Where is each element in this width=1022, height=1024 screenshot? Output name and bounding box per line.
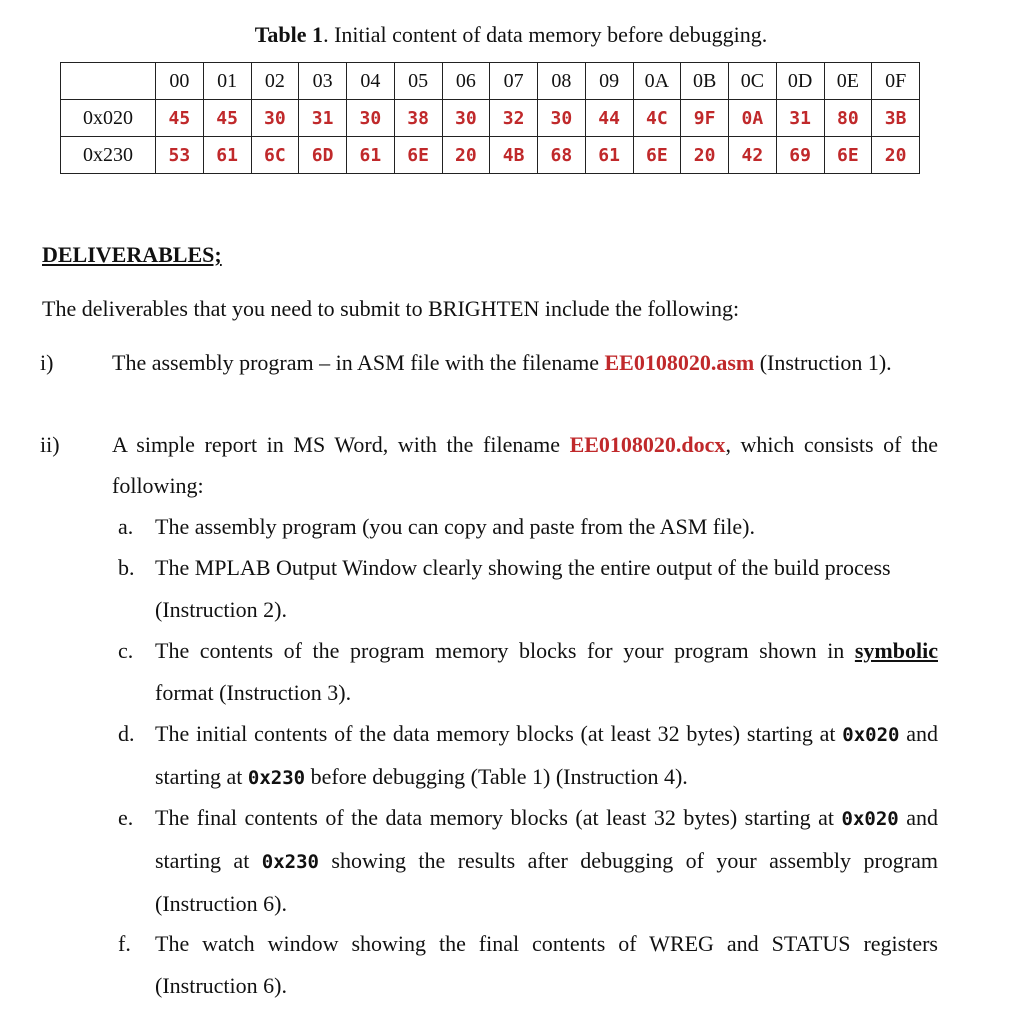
column-header: 09	[585, 63, 633, 100]
column-header: 0D	[776, 63, 824, 100]
table-row	[61, 100, 920, 137]
memory-cell: 61	[585, 137, 633, 174]
column-header: 05	[394, 63, 442, 100]
item-text	[112, 342, 938, 383]
memory-cell: 30	[442, 100, 490, 137]
subitem-text: The MPLAB Output Window clearly showing the entire output of the build process (Instruction 2).	[155, 555, 891, 622]
symbolic-emphasis: symbolic	[854, 638, 938, 663]
asm-filename: EE0108020.asm	[604, 350, 755, 375]
memory-cell: 30	[538, 100, 586, 137]
subitem-text-part: The final contents of the data memory blocks (at least 32 bytes) starting at	[155, 805, 842, 830]
item-text	[112, 424, 938, 506]
item-text-part: (Instruction 1).	[754, 350, 892, 375]
memory-cell: 20	[872, 137, 920, 174]
memory-table	[60, 62, 920, 174]
memory-cell: 4B	[490, 137, 538, 174]
column-header: 0A	[633, 63, 681, 100]
memory-cell: 20	[442, 137, 490, 174]
column-header: 03	[299, 63, 347, 100]
table-caption	[0, 22, 1022, 48]
item-text-part: A simple report in MS Word, with the filename	[112, 432, 570, 457]
deliverable-ii	[0, 424, 1022, 508]
subitem-letter: d.	[118, 721, 135, 746]
address-0x230: 0x230	[261, 851, 319, 873]
column-header: 01	[203, 63, 251, 100]
memory-cell: 9F	[681, 100, 729, 137]
memory-cell: 3B	[872, 100, 920, 137]
memory-cell: 4C	[633, 100, 681, 137]
caption-label: Table 1	[254, 22, 324, 47]
subitem-letter: e.	[118, 805, 134, 830]
subitem-text	[155, 630, 938, 714]
deliverables-intro: The deliverables that you need to submit to BRIGHTEN include the following:	[42, 296, 740, 321]
memory-cell: 30	[347, 100, 395, 137]
row-address: 0x020	[61, 100, 156, 137]
subitem-text-part: and starting at	[155, 721, 939, 789]
subitem-text: The watch window showing the final contents of WREG and STATUS registers (Instruction 6).	[155, 931, 938, 998]
memory-cell: 32	[490, 100, 538, 137]
memory-cell: 6E	[394, 137, 442, 174]
memory-cell: 6D	[299, 137, 347, 174]
memory-cell: 6C	[251, 137, 299, 174]
subitem-text-part: before debugging (Table 1) (Instruction 4).	[305, 764, 688, 789]
item-number: i)	[40, 350, 54, 375]
address-0x230: 0x230	[247, 767, 306, 789]
row-address: 0x230	[61, 137, 156, 174]
column-header: 0E	[824, 63, 872, 100]
subitem-text-part: and starting at	[155, 805, 938, 873]
table-row	[61, 137, 920, 174]
column-header: 02	[251, 63, 299, 100]
memory-cell: 6E	[824, 137, 872, 174]
address-0x020: 0x020	[842, 724, 900, 746]
subitem-letter: b.	[118, 555, 135, 580]
memory-cell: 61	[203, 137, 251, 174]
memory-cell: 31	[776, 100, 824, 137]
subitem-text-part: The contents of the program memory blocks for your program shown in	[155, 638, 855, 663]
column-header: 0F	[872, 63, 920, 100]
subitem-letter: a.	[118, 514, 134, 539]
column-header: 04	[347, 63, 395, 100]
memory-cell: 53	[156, 137, 204, 174]
memory-cell: 31	[299, 100, 347, 137]
table-corner-cell	[61, 63, 156, 100]
memory-cell: 68	[538, 137, 586, 174]
column-header: 0C	[729, 63, 777, 100]
column-header: 07	[490, 63, 538, 100]
subitem-text-part: The initial contents of the data memory blocks (at least 32 bytes) starting at	[155, 721, 843, 746]
memory-cell: 38	[394, 100, 442, 137]
subitem-letter: f.	[118, 931, 131, 956]
subitem-letter: c.	[118, 638, 134, 663]
memory-cell: 69	[776, 137, 824, 174]
item-number: ii)	[40, 432, 60, 457]
column-header: 0B	[681, 63, 729, 100]
memory-cell: 6E	[633, 137, 681, 174]
subitem-text: The assembly program (you can copy and paste from the ASM file).	[155, 514, 755, 539]
memory-cell: 44	[585, 100, 633, 137]
subitem-text-part: format (Instruction 3).	[155, 680, 352, 705]
memory-cell: 45	[203, 100, 251, 137]
memory-cell: 61	[347, 137, 395, 174]
subitem-text	[155, 797, 938, 925]
subitem-text	[155, 713, 938, 799]
subitem-text-part: showing the results after debugging of your assembly program (Instruction 6).	[155, 848, 938, 916]
table-header-row	[61, 63, 920, 100]
deliverables-heading: DELIVERABLES;	[42, 242, 222, 267]
item-text-part: The assembly program – in ASM file with the filename	[112, 350, 605, 375]
column-header: 08	[538, 63, 586, 100]
column-header: 06	[442, 63, 490, 100]
docx-filename: EE0108020.docx	[569, 432, 726, 457]
memory-cell: 80	[824, 100, 872, 137]
memory-cell: 30	[251, 100, 299, 137]
memory-cell: 45	[156, 100, 204, 137]
caption-text: . Initial content of data memory before debugging.	[323, 22, 768, 47]
address-0x020: 0x020	[841, 808, 899, 830]
deliverable-i	[0, 342, 1022, 426]
column-header: 00	[156, 63, 204, 100]
memory-cell: 42	[729, 137, 777, 174]
memory-cell: 0A	[729, 100, 777, 137]
memory-cell: 20	[681, 137, 729, 174]
item-text-part: , which consists of the following:	[112, 432, 938, 498]
